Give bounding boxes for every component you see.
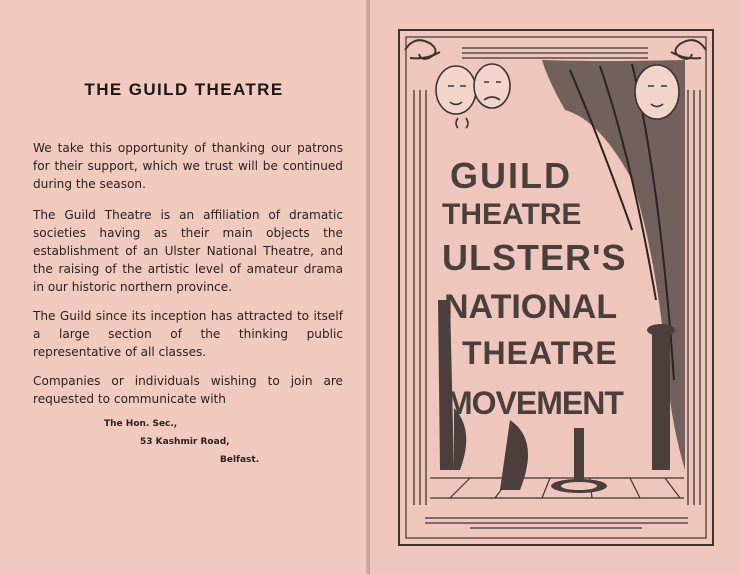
corner-scroll-left [405, 40, 440, 59]
candlestick-icon [551, 428, 607, 493]
affiliation-paragraph: The Guild Theatre is an affiliation of dramatic societies having as their main objects the establishment of an Ulster National Theatre, and the raising of the artistic level of amateur drama in our historic northern province. [33, 208, 343, 294]
bottom-rules [425, 518, 688, 528]
corner-scroll-right [671, 40, 706, 59]
cover-illustration [370, 0, 741, 574]
left-page [0, 0, 368, 574]
cover-title [442, 155, 627, 421]
address-line-street: 53 Kashmir Road, [140, 437, 230, 447]
membership-paragraph: Companies or individuals wishing to join are requested to communicate with [33, 374, 343, 406]
right-page [370, 0, 741, 574]
right-border-stripes [688, 90, 700, 505]
cover-line-national: NATIONAL [444, 288, 618, 326]
address-line-secretary: The Hon. Sec., [104, 419, 178, 429]
cover-line-movement: MOVEMENT [446, 385, 623, 421]
page-title: THE GUILD THEATRE [84, 80, 284, 99]
cover-line-ulsters: ULSTER'S [442, 237, 627, 278]
thanks-paragraph: We take this opportunity of thanking our patrons for their support, which we trust will be continued during the season. [33, 141, 343, 191]
mask-right-icon [635, 65, 679, 119]
theatre-masks-icon [436, 64, 510, 128]
left-border-stripes [414, 90, 426, 505]
address-line-city: Belfast. [220, 455, 260, 465]
cover-line-guild: GUILD [450, 155, 572, 196]
cover-line-theatre-2: THEATRE [462, 335, 618, 371]
inception-paragraph: The Guild since its inception has attracted to itself a large section of the thinking public representative of all classes. [33, 309, 343, 359]
top-rules [462, 48, 648, 58]
cover-line-theatre-1: THEATRE [442, 198, 582, 231]
